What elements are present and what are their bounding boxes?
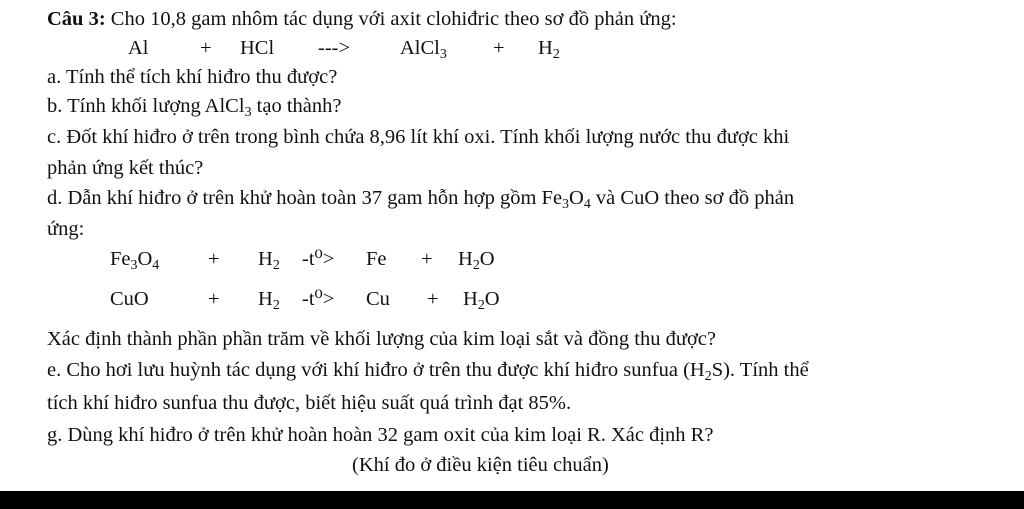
question-d-mid: O: [569, 187, 584, 209]
question-d-line-3: Xác định thành phần phần trăm về khối lượng của kim loại sắt và đồng thu được?: [47, 328, 716, 350]
eq2-fe-sub: 3: [130, 258, 138, 274]
eq2-product-fe: Fe: [366, 248, 387, 270]
eq2-arrow: -t⁰>: [302, 248, 335, 270]
eq1-product-alcl3: [400, 36, 447, 63]
eq1-product-alcl3-base: AlCl: [400, 37, 440, 59]
question-e-text: e. Cho hơi lưu huỳnh tác dụng với khí hiđro ở trên thu được khí hiđro sunfua (H: [47, 359, 705, 381]
eq3-h: H: [258, 288, 273, 310]
question-e-line-2: tích khí hiđro sunfua thu được, biết hiệu suất quá trình đạt 85%.: [47, 392, 572, 414]
eq1-arrow: --->: [318, 37, 351, 59]
eq1-plus-1: +: [200, 37, 212, 59]
eq3-h2o-sub: 2: [477, 298, 485, 314]
eq1-plus-2: +: [493, 37, 505, 59]
question-intro: Cho 10,8 gam nhôm tác dụng với axit clohiđric theo sơ đồ phản ứng:: [110, 8, 677, 30]
question-b-text: b. Tính khối lượng AlCl: [47, 95, 245, 117]
eq2-o: O: [137, 248, 153, 270]
condition-note: (Khí đo ở điều kiện tiêu chuẩn): [352, 454, 609, 476]
eq2-product-h2o: [458, 247, 495, 274]
question-c-line-2: phản ứng kết thúc?: [47, 157, 204, 179]
eq3-plus-1: +: [208, 288, 220, 310]
eq1-product-h2-base: H: [538, 37, 553, 59]
question-d-sub-1: 3: [562, 197, 570, 213]
question-d-text: d. Dẫn khí hiđro ở trên khử hoàn toàn 37 gam hỗn hợp gồm Fe: [47, 187, 563, 209]
question-d-post: và CuO theo sơ đồ phản: [590, 187, 795, 209]
eq3-reactant-h2: [258, 287, 280, 314]
question-d-line-1: [47, 186, 794, 213]
bottom-black-bar: [0, 491, 1024, 509]
question-b-sub: 3: [244, 105, 252, 121]
question-e-line-1: [47, 358, 809, 385]
eq2-h: H: [258, 248, 273, 270]
question-header: [47, 7, 677, 31]
eq2-h-sub: 2: [272, 258, 280, 274]
eq2-o-sub: 4: [152, 258, 160, 274]
eq1-product-h2: [538, 36, 560, 63]
eq1-product-h2-sub: 2: [552, 47, 560, 63]
question-d-line-2: ứng:: [47, 218, 85, 240]
eq2-plus-2: +: [421, 248, 433, 270]
question-b: [47, 94, 341, 121]
question-e-post: S). Tính thể: [711, 359, 809, 381]
question-d-sub-2: 4: [583, 197, 591, 213]
question-a: a. Tính thể tích khí hiđro thu được?: [47, 66, 338, 88]
eq3-h2o-o: O: [484, 288, 500, 310]
eq3-h-sub: 2: [272, 298, 280, 314]
eq2-reactant-h2: [258, 247, 280, 274]
eq3-reactant-cuo: CuO: [110, 288, 149, 310]
eq2-fe: Fe: [110, 248, 131, 270]
eq2-h2o-h: H: [458, 248, 473, 270]
eq2-h2o-o: O: [479, 248, 495, 270]
eq1-reactant-hcl: HCl: [240, 37, 275, 59]
eq3-product-h2o: [463, 287, 500, 314]
question-g: g. Dùng khí hiđro ở trên khử hoàn hoàn 32 gam oxit của kim loại R. Xác định R?: [47, 424, 714, 446]
question-c-line-1: c. Đốt khí hiđro ở trên trong bình chứa 8,96 lít khí oxi. Tính khối lượng nước thu được khi: [47, 126, 790, 148]
question-e-sub: 2: [704, 369, 712, 385]
question-b-post: tạo thành?: [251, 95, 342, 117]
eq3-plus-2: +: [427, 288, 439, 310]
eq3-arrow: -t⁰>: [302, 288, 335, 310]
eq2-reactant-fe3o4: [110, 247, 159, 274]
eq1-reactant-al: Al: [128, 37, 149, 59]
eq2-h2o-sub: 2: [472, 258, 480, 274]
eq1-product-alcl3-sub: 3: [439, 47, 447, 63]
eq2-plus-1: +: [208, 248, 220, 270]
eq3-product-cu: Cu: [366, 288, 390, 310]
question-title: Câu 3:: [47, 8, 106, 30]
eq3-h2o-h: H: [463, 288, 478, 310]
